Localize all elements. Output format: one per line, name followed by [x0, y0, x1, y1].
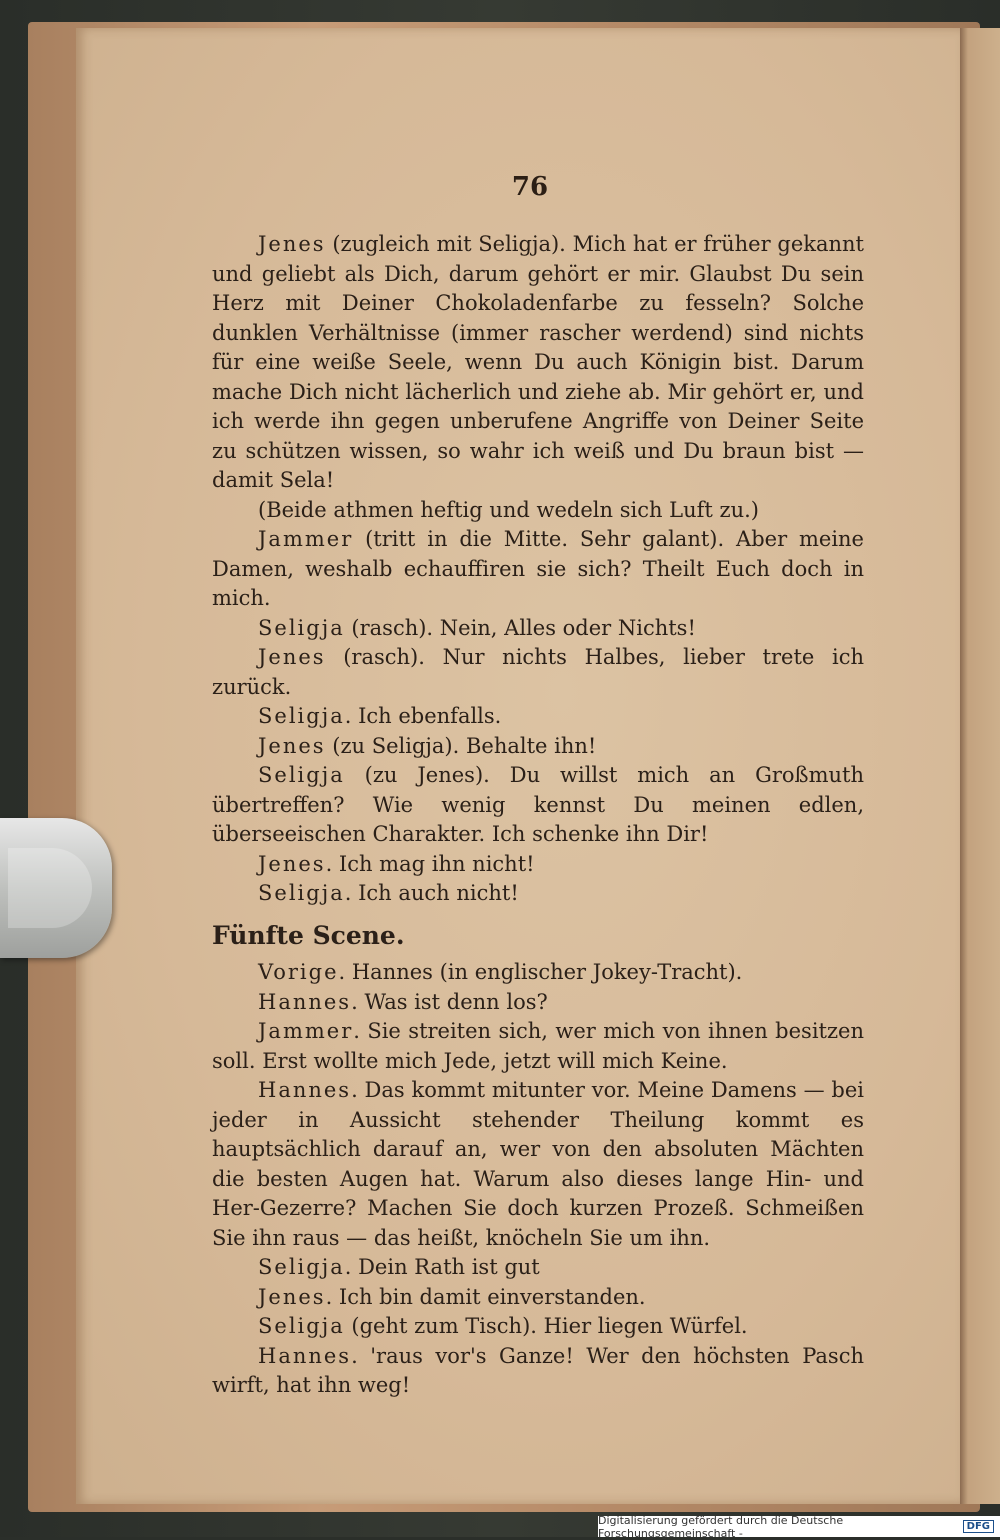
paragraph [212, 702, 864, 732]
speaker-name: Jenes [258, 851, 326, 876]
speaker-name: Seligja [258, 615, 345, 640]
paragraph-text: (tritt in die Mitte. Sehr galant). Aber meine Damen, weshalb echauffiren sie sich? Theilt Euch doch in mich. [212, 527, 864, 610]
paragraph-text: . Ich mag ihn nicht! [325, 851, 535, 876]
speaker-name: Jenes [258, 232, 326, 256]
paragraph [212, 1342, 864, 1401]
speaker-name: Jammer [258, 527, 354, 551]
speaker-name: Seligja [258, 881, 345, 905]
paragraph [212, 525, 864, 614]
paragraph-text: (Beide athmen heftig und wedeln sich Luft zu.) [258, 497, 759, 522]
page-number: 76 [511, 172, 549, 202]
paragraph [212, 230, 864, 496]
paragraph-text: (rasch). Nein, Alles oder Nichts! [344, 615, 696, 640]
paragraph-text: . Ich bin damit einverstanden. [325, 1284, 646, 1309]
paragraph [212, 850, 864, 880]
paragraph [212, 1253, 864, 1283]
speaker-name: Jammer [258, 1019, 354, 1043]
paragraph [212, 879, 864, 909]
page-clip-highlight [8, 848, 92, 928]
paragraph-text: . Ich auch nicht! [344, 881, 519, 905]
paragraph-text: (rasch). Nur nichts Halbes, lieber trete ich zurück. [212, 645, 864, 699]
paragraph [212, 614, 864, 644]
dfg-logo-icon: DFG [963, 1520, 994, 1533]
paragraph [212, 1017, 864, 1076]
speaker-name: Hannes [258, 989, 352, 1014]
paragraph-text: . Das kommt mitunter vor. Meine Damens — bei jeder in Aussicht stehender Theilung kommt es hauptsächlich darauf an, wer von den absoluten Mächten die besten Augen hat. Warum also dieses lange Hin- und Her-Gezerre? Machen Sie doch kurzen Prozeß. Schmeißen Sie ihn raus — das heißt, knöcheln Sie um ihn. [212, 1078, 864, 1250]
page-text [212, 230, 864, 1401]
digitization-footer [598, 1513, 1000, 1540]
scene-heading: Fünfte Scene. [212, 920, 405, 950]
speaker-name: Hannes [258, 1343, 352, 1368]
footer-text: Digitalisierung gefördert durch die Deutsche Forschungsgemeinschaft - [598, 1513, 844, 1540]
paragraph-text: (zu Jenes). Du willst mich an Großmuth übertreffen? Wie wenig kennst Du meinen edlen, überseeischen Charakter. Ich schenke ihn Dir! [212, 763, 864, 846]
speaker-name: Seligja [258, 763, 345, 787]
paragraph-text: . Was ist denn los? [351, 989, 548, 1014]
speaker-name: Jenes [258, 733, 326, 758]
paragraph [212, 732, 864, 762]
paragraph [212, 958, 864, 988]
speaker-name: Seligja [258, 1314, 345, 1338]
paragraph [212, 1283, 864, 1313]
paragraph-text: (zugleich mit Seligja). Mich hat er früher gekannt und geliebt als Dich, darum gehört er mir. Glaubst Du sein Herz mit Deiner Chokoladenfarbe zu fesseln? Solche dunklen Verhältnisse (immer rascher werdend) sind nichts für eine weiße Seele, wenn Du auch Königin bist. Darum mache Dich nicht lächerlich und ziehe ab. Mir gehört er, und ich werde ihn gegen unberufene Angriffe von Deiner Seite zu schützen wissen, so wahr ich weiß und Du braun bist — damit Sela! [212, 232, 864, 492]
paragraph-text: (geht zum Tisch). Hier liegen Würfel. [344, 1314, 748, 1338]
paragraph-text: . 'raus vor's Ganze! Wer den höchsten Pasch wirft, hat ihn weg! [212, 1343, 864, 1397]
paragraph [212, 1312, 864, 1342]
paragraph-text: (zu Seligja). Behalte ihn! [325, 733, 597, 758]
paragraph-text: . Sie streiten sich, wer mich von ihnen besitzen soll. Erst wollte mich Jede, jetzt will mich Keine. [212, 1019, 864, 1073]
paragraph [212, 761, 864, 850]
speaker-name: Seligja [258, 1255, 345, 1279]
stage-direction [212, 496, 864, 526]
paragraph [212, 1076, 864, 1253]
right-page-edge [960, 28, 1000, 1504]
paragraph-text: . Ich ebenfalls. [344, 704, 502, 728]
paragraph-text: . Hannes (in englischer Jokey-Tracht). [338, 960, 743, 984]
speaker-name: Vorige [258, 960, 339, 984]
speaker-name: Hannes [258, 1078, 352, 1102]
page-clip [0, 818, 112, 958]
speaker-name: Jenes [258, 645, 326, 669]
speaker-name: Seligja [258, 704, 345, 728]
speaker-name: Jenes [258, 1284, 326, 1309]
paragraph [212, 643, 864, 702]
paragraph [212, 988, 864, 1018]
paragraph-text: . Dein Rath ist gut [344, 1255, 540, 1279]
